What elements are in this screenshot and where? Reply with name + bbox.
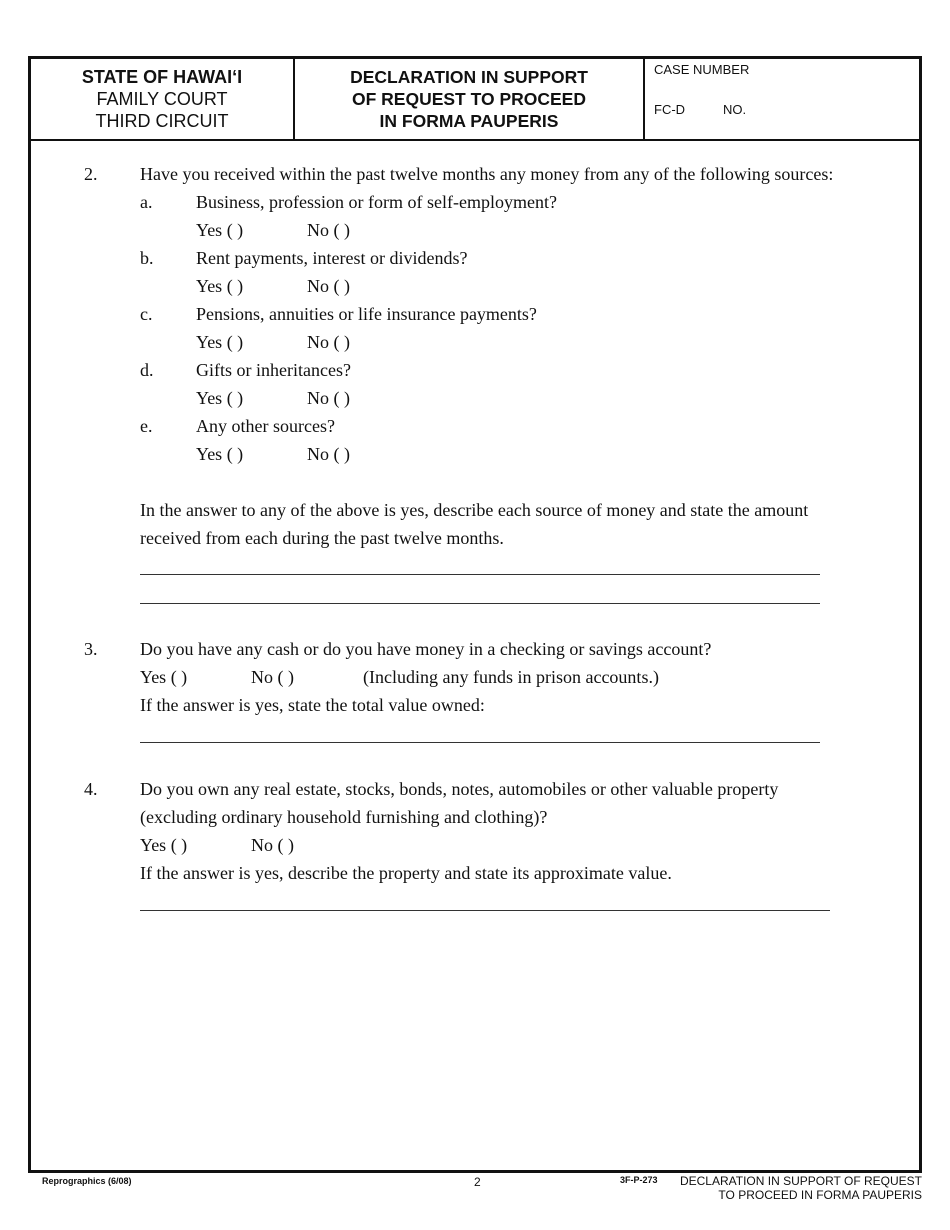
q4-text-line1: Do you own any real estate, stocks, bonds, notes, automobiles or other valuable property (140, 779, 779, 799)
case-no-label: NO. (723, 102, 747, 117)
q2d-letter: d. (140, 360, 154, 380)
q3-number: 3. (84, 639, 98, 659)
q4-yes-option[interactable]: Yes ( ) (140, 835, 188, 855)
q2e-no-option[interactable]: No ( ) (307, 444, 350, 464)
footer-title-line1: DECLARATION IN SUPPORT OF REQUEST (679, 1174, 922, 1188)
form-number: 3F-P-273 (620, 1175, 658, 1185)
q3-yes-option[interactable]: Yes ( ) (140, 667, 188, 687)
q2-explain-line2: received from each during the past twelve months. (140, 528, 504, 548)
q2c-no-option[interactable]: No ( ) (307, 332, 350, 352)
q4-answer-line[interactable] (140, 910, 830, 911)
q2a-no-option[interactable]: No ( ) (307, 220, 350, 240)
q2b-letter: b. (140, 248, 154, 268)
q3-text: Do you have any cash or do you have money in a checking or savings account? (140, 639, 712, 659)
court-name: FAMILY COURT (96, 89, 228, 109)
q4-text-line2: (excluding ordinary household furnishing and clothing)? (140, 807, 548, 827)
q2e-letter: e. (140, 416, 153, 436)
q4-no-option[interactable]: No ( ) (251, 835, 294, 855)
q2c-yes-option[interactable]: Yes ( ) (196, 332, 244, 352)
q2b-text: Rent payments, interest or dividends? (196, 248, 468, 268)
q2a-yes-option[interactable]: Yes ( ) (196, 220, 244, 240)
q2e-yes-option[interactable]: Yes ( ) (196, 444, 244, 464)
q3-note: (Including any funds in prison accounts.) (363, 667, 659, 687)
q3-followup: If the answer is yes, state the total value owned: (140, 695, 485, 715)
form-frame (28, 56, 922, 1173)
court-state: STATE OF HAWAI‘I (81, 67, 243, 87)
footer-title-line2: TO PROCEED IN FORMA PAUPERIS (718, 1188, 922, 1202)
case-number-label: CASE NUMBER (654, 62, 750, 77)
q2d-text: Gifts or inheritances? (196, 360, 351, 380)
court-circuit: THIRD CIRCUIT (95, 111, 229, 131)
case-number-cell[interactable] (645, 59, 919, 139)
form-title-cell (295, 59, 645, 139)
reprographics-note: Reprographics (6/08) (42, 1176, 132, 1186)
q2-answer-line-1[interactable] (140, 574, 820, 575)
q2-explain-line1: In the answer to any of the above is yes, describe each source of money and state the amount (140, 500, 809, 520)
form-title-line1: DECLARATION IN SUPPORT (350, 67, 588, 87)
q2c-letter: c. (140, 304, 153, 324)
form-title-line2: OF REQUEST TO PROCEED (351, 89, 586, 109)
q2e-text: Any other sources? (196, 416, 335, 436)
q2d-yes-option[interactable]: Yes ( ) (196, 388, 244, 408)
q2-answer-line-2[interactable] (140, 603, 820, 604)
q2d-no-option[interactable]: No ( ) (307, 388, 350, 408)
form-title-line3: IN FORMA PAUPERIS (379, 111, 559, 131)
footer-title (680, 1174, 922, 1202)
q2-number: 2. (84, 164, 98, 184)
q4-number: 4. (84, 779, 98, 799)
page-number: 2 (474, 1175, 481, 1189)
q2b-yes-option[interactable]: Yes ( ) (196, 276, 244, 296)
q2a-letter: a. (140, 192, 153, 212)
q2-text: Have you received within the past twelve months any money from any of the following sources: (140, 164, 834, 184)
form-header (31, 59, 919, 141)
q4-followup: If the answer is yes, describe the property and state its approximate value. (140, 863, 672, 883)
q2a-text: Business, profession or form of self-employment? (196, 192, 557, 212)
q3-answer-line[interactable] (140, 742, 820, 743)
q3-no-option[interactable]: No ( ) (251, 667, 294, 687)
q2c-text: Pensions, annuities or life insurance payments? (196, 304, 537, 324)
q2b-no-option[interactable]: No ( ) (307, 276, 350, 296)
court-name-cell (31, 59, 295, 139)
case-prefix: FC-D (654, 102, 686, 117)
